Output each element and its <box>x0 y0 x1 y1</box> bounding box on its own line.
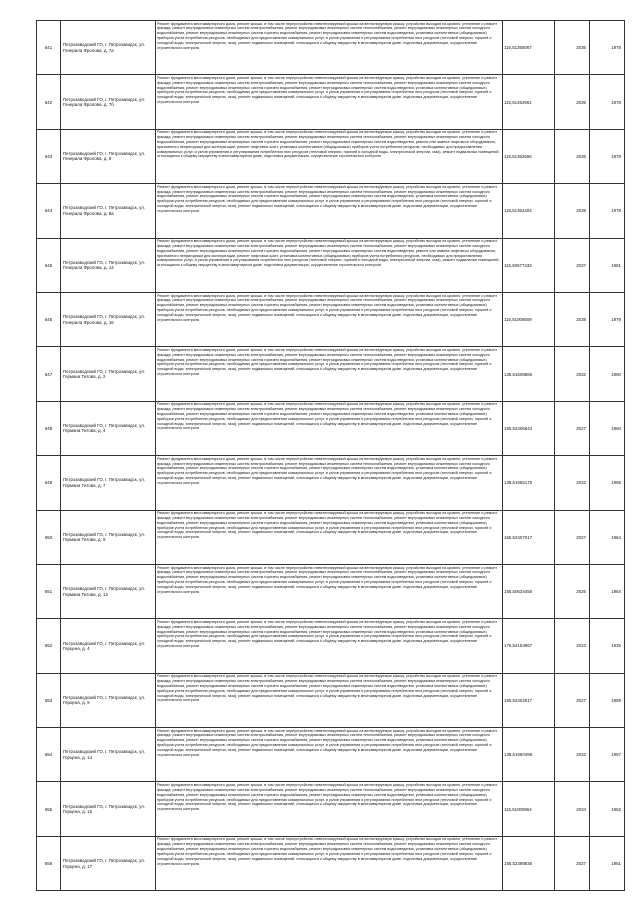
row-address: Петрозаводский ГО, г. Петрозаводск, ул. Герцена, д. 9 <box>61 673 156 727</box>
row-year-plan: 2036 <box>555 75 590 129</box>
row-year-built: 1978 <box>590 21 625 75</box>
row-address: Петрозаводский ГО, г. Петрозаводск, ул. Генерала Фролова, д. 14 <box>61 238 156 292</box>
row-number: 646 <box>37 292 61 346</box>
row-cost: 155,52398835 <box>503 836 555 890</box>
row-address: Петрозаводский ГО, г. Петрозаводск, ул. Герцена, д. 17 <box>61 836 156 890</box>
row-number: 642 <box>37 75 61 129</box>
table-row <box>37 238 625 292</box>
row-cost: 135,51608866 <box>503 347 555 401</box>
row-works <box>156 619 503 673</box>
row-year-plan: 2027 <box>555 673 590 727</box>
row-address: Петрозаводский ГО, г. Петрозаводск, ул. Генерала Фролова, д. 7б <box>61 75 156 129</box>
row-year-plan: 2032 <box>555 728 590 782</box>
row-number: 645 <box>37 238 61 292</box>
row-year-plan: 2034 <box>555 782 590 836</box>
row-cost: 115,51006964 <box>503 782 555 836</box>
row-year-plan: 2026 <box>555 564 590 618</box>
row-number: 647 <box>37 347 61 401</box>
table-row <box>37 129 625 183</box>
row-year-built: 1981 <box>590 238 625 292</box>
row-number: 643 <box>37 129 61 183</box>
row-address: Петрозаводский ГО, г. Петрозаводск, ул. Герцена, д. 14 <box>61 728 156 782</box>
row-year-built: 1960 <box>590 401 625 455</box>
row-works <box>156 184 503 238</box>
table-row <box>37 673 625 727</box>
row-works-text: Ремонт фундамента многоквартирного дома, ремонт крыши, в том числе переустройство невентилируемой крыши на вентилируемую крышу, устройство выходов на кровлю, утепление и ремонт фасада, ремонт внутридомовых инженерных систем электроснабжения, ремонт внутридомовых инженерных систем теплоснабжения, ремонт внутридомовых инженерных систем холодного водоснабжения, ремонт внутридомовых инженерных систем горячего водоснабжения, ремонт внутридомовых инженерных систем водоотведения, установка коллективных (общедомовых) приборов учета потребления ресурсов, необходимых для предоставления коммунальных услуг, и узлов управления и регулирования потребления этих ресурсов (тепловой энергии, горячей и холодной воды, электрической энергии, газа), ремонт подвальных помещений, относящихся к общему имуществу в многоквартирном доме, подготовка документации, осуществление строительного контроля <box>157 674 498 703</box>
row-number: 652 <box>37 619 61 673</box>
row-works-text: Ремонт фундамента многоквартирного дома, ремонт крыши, в том числе переустройство невентилируемой крыши на вентилируемую крышу, устройство выходов на кровлю, утепление и ремонт фасада, ремонт внутридомовых инженерных систем электроснабжения, ремонт внутридомовых инженерных систем теплоснабжения, ремонт внутридомовых инженерных систем холодного водоснабжения, ремонт внутридомовых инженерных систем горячего водоснабжения, ремонт внутридомовых инженерных систем водоотведения, установка коллективных (общедомовых) приборов учета потребления ресурсов, необходимых для предоставления коммунальных услуг, и узлов управления и регулирования потребления этих ресурсов (тепловой энергии, горячей и холодной воды, электрической энергии, газа), ремонт подвальных помещений, относящихся к общему имуществу в многоквартирном доме, подготовка документации, осуществление строительного контроля <box>157 511 498 540</box>
row-works-text: Ремонт фундамента многоквартирного дома, ремонт крыши, в том числе переустройство невентилируемой крыши на вентилируемую крышу, устройство выходов на кровлю, утепление и ремонт фасада, ремонт внутридомовых инженерных систем электроснабжения, ремонт внутридомовых инженерных систем теплоснабжения, ремонт внутридомовых инженерных систем холодного водоснабжения, ремонт внутридомовых инженерных систем горячего водоснабжения, ремонт внутридомовых инженерных систем водоотведения, установка коллективных (общедомовых) приборов учета потребления ресурсов, необходимых для предоставления коммунальных услуг, и узлов управления и регулирования потребления этих ресурсов (тепловой энергии, горячей и холодной воды, электрической энергии, газа), ремонт подвальных помещений, относящихся к общему имуществу в многоквартирном доме, подготовка документации, осуществление строительного контроля <box>157 783 498 812</box>
table-row <box>37 184 625 238</box>
row-cost: 115,50677433 <box>503 238 555 292</box>
row-works <box>156 456 503 510</box>
row-address: Петрозаводский ГО, г. Петрозаводск, ул. Германа Титова, д. 7 <box>61 456 156 510</box>
row-cost: 176,54153967 <box>503 619 555 673</box>
row-number: 648 <box>37 401 61 455</box>
table-row <box>37 75 625 129</box>
row-number: 654 <box>37 728 61 782</box>
table-body <box>37 21 625 891</box>
table-row <box>37 401 625 455</box>
row-number: 653 <box>37 673 61 727</box>
row-works-text: Ремонт фундамента многоквартирного дома, ремонт крыши, в том числе переустройство невентилируемой крыши на вентилируемую крышу, устройство выходов на кровлю, утепление и ремонт фасада, ремонт внутридомовых инженерных систем электроснабжения, ремонт внутридомовых инженерных систем теплоснабжения, ремонт внутридомовых инженерных систем холодного водоснабжения, ремонт внутридомовых инженерных систем горячего водоснабжения, ремонт внутридомовых инженерных систем водоотведения, установка коллективных (общедомовых) приборов учета потребления ресурсов, необходимых для предоставления коммунальных услуг, и узлов управления и регулирования потребления этих ресурсов (тепловой энергии, горячей и холодной воды, электрической энергии, газа), ремонт подвальных помещений, относящихся к общему имуществу в многоквартирном доме, подготовка документации, осуществление строительного контроля <box>157 619 498 648</box>
row-year-built: 1957 <box>590 728 625 782</box>
row-cost: 155,52406844 <box>503 401 555 455</box>
table-row <box>37 836 625 890</box>
row-works <box>156 21 503 75</box>
row-address: Петрозаводский ГО, г. Петрозаводск, ул. Германа Титова, д. 2 <box>61 347 156 401</box>
row-year-built: 1978 <box>590 184 625 238</box>
row-works <box>156 564 503 618</box>
row-works <box>156 238 503 292</box>
row-address: Петрозаводский ГО, г. Петрозаводск, ул. Германа Титова, д. 4 <box>61 401 156 455</box>
row-works <box>156 347 503 401</box>
row-year-built: 1960 <box>590 347 625 401</box>
row-cost: 115,51006609 <box>503 292 555 346</box>
table-row <box>37 564 625 618</box>
row-works-text: Ремонт фундамента многоквартирного дома, ремонт крыши, в том числе переустройство невентилируемой крыши на вентилируемую крышу, устройство выходов на кровлю, утепление и ремонт фасада, ремонт внутридомовых инженерных систем электроснабжения, ремонт внутридомовых инженерных систем теплоснабжения, ремонт внутридомовых инженерных систем холодного водоснабжения, ремонт внутридомовых инженерных систем горячего водоснабжения, ремонт внутридомовых инженерных систем водоотведения, установка коллективных (общедомовых) приборов учета потребления ресурсов, необходимых для предоставления коммунальных услуг, и узлов управления и регулирования потребления этих ресурсов (тепловой энергии, горячей и холодной воды, электрической энергии, газа), ремонт подвальных помещений, относящихся к общему имуществу в многоквартирном доме, подготовка документации, осуществление строительного контроля <box>157 21 498 50</box>
row-works-text: Ремонт фундамента многоквартирного дома, ремонт крыши, в том числе переустройство невентилируемой крыши на вентилируемую крышу, устройство выходов на кровлю, утепление и ремонт фасада, ремонт внутридомовых инженерных систем электроснабжения, ремонт внутридомовых инженерных систем теплоснабжения, ремонт внутридомовых инженерных систем холодного водоснабжения, ремонт внутридомовых инженерных систем горячего водоснабжения, ремонт внутридомовых инженерных систем водоотведения, установка коллективных (общедомовых) приборов учета потребления ресурсов, необходимых для предоставления коммунальных услуг, и узлов управления и регулирования потребления этих ресурсов (тепловой энергии, горячей и холодной воды, электрической энергии, газа), ремонт подвальных помещений, относящихся к общему имуществу в многоквартирном доме, подготовка документации, осуществление строительного контроля <box>157 402 498 431</box>
row-year-built: 1978 <box>590 75 625 129</box>
row-works <box>156 401 503 455</box>
table-row <box>37 456 625 510</box>
row-year-built: 1961 <box>590 836 625 890</box>
row-year-built: 1955 <box>590 456 625 510</box>
row-number: 649 <box>37 456 61 510</box>
row-number: 641 <box>37 21 61 75</box>
row-address: Петрозаводский ГО, г. Петрозаводск, ул. Генерала Фролова, д. 8 <box>61 129 156 183</box>
row-works-text: Ремонт фундамента многоквартирного дома, ремонт крыши, в том числе переустройство невентилируемой крыши на вентилируемую крышу, устройство выходов на кровлю, утепление и ремонт фасада, ремонт внутридомовых инженерных систем электроснабжения, ремонт внутридомовых инженерных систем теплоснабжения, ремонт внутридомовых инженерных систем холодного водоснабжения, ремонт внутридомовых инженерных систем горячего водоснабжения, ремонт внутридомовых инженерных систем водоотведения, установка коллективных (общедомовых) приборов учета потребления ресурсов, необходимых для предоставления коммунальных услуг, и узлов управления и регулирования потребления этих ресурсов (тепловой энергии, горячей и холодной воды, электрической энергии, газа), ремонт подвальных помещений, относящихся к общему имуществу в многоквартирном доме, подготовка документации, осуществление строительного контроля <box>157 728 498 757</box>
row-works <box>156 673 503 727</box>
row-cost: 155,50634456 <box>503 564 555 618</box>
row-year-plan: 2032 <box>555 456 590 510</box>
row-year-built: 1959 <box>590 673 625 727</box>
row-works <box>156 510 503 564</box>
row-address: Петрозаводский ГО, г. Петрозаводск, ул. Германа Титова, д. 9 <box>61 510 156 564</box>
row-year-plan: 2027 <box>555 836 590 890</box>
row-year-plan: 2027 <box>555 401 590 455</box>
row-year-plan: 2036 <box>555 129 590 183</box>
row-works <box>156 75 503 129</box>
row-address: Петрозаводский ГО, г. Петрозаводск, ул. Генерала Фролова, д. 8а <box>61 184 156 238</box>
row-cost: 115,51362404 <box>503 184 555 238</box>
row-works-text: Ремонт фундамента многоквартирного дома, ремонт крыши, в том числе переустройство невентилируемой крыши на вентилируемую крышу, устройство выходов на кровлю, утепление и ремонт фасада, ремонт внутридомовых инженерных систем электроснабжения, ремонт внутридомовых инженерных систем теплоснабжения, ремонт внутридомовых инженерных систем холодного водоснабжения, ремонт внутридомовых инженерных систем горячего водоснабжения, ремонт внутридомовых инженерных систем водоотведения, установка коллективных (общедомовых) приборов учета потребления ресурсов, необходимых для предоставления коммунальных услуг, и узлов управления и регулирования потребления этих ресурсов (тепловой энергии, горячей и холодной воды, электрической энергии, газа), ремонт подвальных помещений, относящихся к общему имуществу в многоквартирном доме, подготовка документации, осуществление строительного контроля <box>157 837 498 866</box>
row-year-plan: 2036 <box>555 21 590 75</box>
row-works-text: Ремонт фундамента многоквартирного дома, ремонт крыши, в том числе переустройство невентилируемой крыши на вентилируемую крышу, устройство выходов на кровлю, утепление и ремонт фасада, ремонт внутридомовых инженерных систем электроснабжения, ремонт внутридомовых инженерных систем теплоснабжения, ремонт внутридомовых инженерных систем холодного водоснабжения, ремонт внутридомовых инженерных систем горячего водоснабжения, ремонт внутридомовых инженерных систем водоотведения, ремонт или замена лифтового оборудования, признанного непригодным для эксплуатации, ремонт лифтовых шахт, установка коллективных (общедомовых) приборов учета потребления ресурсов, необходимых для предоставления коммунальных услуг, и узлов управления и регулирования потребления этих ресурсов (тепловой энергии, горячей и холодной воды, электрической энергии, газа), ремонт подвальных помещений, относящихся к общему имуществу в многоквартирном доме, подготовка документации, осуществление строительного контроля <box>157 239 500 268</box>
row-cost: 115,51462961 <box>503 75 555 129</box>
row-address: Петрозаводский ГО, г. Петрозаводск, ул. Генерала Фролова, д. 16 <box>61 292 156 346</box>
row-works <box>156 292 503 346</box>
row-works-text: Ремонт фундамента многоквартирного дома, ремонт крыши, в том числе переустройство невентилируемой крыши на вентилируемую крышу, устройство выходов на кровлю, утепление и ремонт фасада, ремонт внутридомовых инженерных систем электроснабжения, ремонт внутридомовых инженерных систем теплоснабжения, ремонт внутридомовых инженерных систем холодного водоснабжения, ремонт внутридомовых инженерных систем горячего водоснабжения, ремонт внутридомовых инженерных систем водоотведения, установка коллективных (общедомовых) приборов учета потребления ресурсов, необходимых для предоставления коммунальных услуг, и узлов управления и регулирования потребления этих ресурсов (тепловой энергии, горячей и холодной воды, электрической энергии, газа), ремонт подвальных помещений, относящихся к общему имуществу в многоквартирном доме, подготовка документации, осуществление строительного контроля <box>157 293 498 322</box>
table-row <box>37 21 625 75</box>
row-address: Петрозаводский ГО, г. Петрозаводск, ул. Герцена, д. 15 <box>61 782 156 836</box>
row-year-built: 1926 <box>590 619 625 673</box>
row-year-plan: 2037 <box>555 238 590 292</box>
table-row <box>37 619 625 673</box>
row-works <box>156 728 503 782</box>
row-cost: 115,51362666 <box>503 129 555 183</box>
row-year-plan: 2027 <box>555 510 590 564</box>
row-number: 651 <box>37 564 61 618</box>
row-works-text: Ремонт фундамента многоквартирного дома, ремонт крыши, в том числе переустройство невентилируемой крыши на вентилируемую крышу, устройство выходов на кровлю, утепление и ремонт фасада, ремонт внутридомовых инженерных систем электроснабжения, ремонт внутридомовых инженерных систем теплоснабжения, ремонт внутридомовых инженерных систем холодного водоснабжения, ремонт внутридомовых инженерных систем горячего водоснабжения, ремонт внутридомовых инженерных систем водоотведения, установка коллективных (общедомовых) приборов учета потребления ресурсов, необходимых для предоставления коммунальных услуг, и узлов управления и регулирования потребления этих ресурсов (тепловой энергии, горячей и холодной воды, электрической энергии, газа), ремонт подвальных помещений, относящихся к общему имуществу в многоквартирном доме, подготовка документации, осуществление строительного контроля <box>157 565 498 594</box>
row-year-plan: 2038 <box>555 292 590 346</box>
row-year-built: 1978 <box>590 129 625 183</box>
table-row <box>37 782 625 836</box>
row-cost: 115,51355067 <box>503 21 555 75</box>
row-cost: 155,52402517 <box>503 673 555 727</box>
row-works-text: Ремонт фундамента многоквартирного дома, ремонт крыши, в том числе переустройство невентилируемой крыши на вентилируемую крышу, устройство выходов на кровлю, утепление и ремонт фасада, ремонт внутридомовых инженерных систем электроснабжения, ремонт внутридомовых инженерных систем теплоснабжения, ремонт внутридомовых инженерных систем холодного водоснабжения, ремонт внутридомовых инженерных систем горячего водоснабжения, ремонт внутридомовых инженерных систем водоотведения, установка коллективных (общедомовых) приборов учета потребления ресурсов, необходимых для предоставления коммунальных услуг, и узлов управления и регулирования потребления этих ресурсов (тепловой энергии, горячей и холодной воды, электрической энергии, газа), ремонт подвальных помещений, относящихся к общему имуществу в многоквартирном доме, подготовка документации, осуществление строительного контроля <box>157 184 498 213</box>
row-address: Петрозаводский ГО, г. Петрозаводск, ул. Герцена, д. 4 <box>61 619 156 673</box>
row-number: 655 <box>37 782 61 836</box>
table-row <box>37 347 625 401</box>
row-cost: 135,51950459 <box>503 728 555 782</box>
row-year-built: 1964 <box>590 564 625 618</box>
row-year-built: 1964 <box>590 510 625 564</box>
row-works-text: Ремонт фундамента многоквартирного дома, ремонт крыши, в том числе переустройство невентилируемой крыши на вентилируемую крышу, устройство выходов на кровлю, утепление и ремонт фасада, ремонт внутридомовых инженерных систем электроснабжения, ремонт внутридомовых инженерных систем теплоснабжения, ремонт внутридомовых инженерных систем холодного водоснабжения, ремонт внутридомовых инженерных систем горячего водоснабжения, ремонт внутридомовых инженерных систем водоотведения, ремонт или замена лифтового оборудования, признанного непригодным для эксплуатации, ремонт лифтовых шахт, установка коллективных (общедомовых) приборов учета потребления ресурсов, необходимых для предоставления коммунальных услуг, и узлов управления и регулирования потребления этих ресурсов (тепловой энергии, горячей и холодной воды, электрической энергии, газа), ремонт подвальных помещений, относящихся к общему имуществу в многоквартирном доме, подготовка документации, осуществление строительного контроля <box>157 130 500 159</box>
table-row <box>37 728 625 782</box>
row-year-plan: 2035 <box>555 184 590 238</box>
row-works-text: Ремонт фундамента многоквартирного дома, ремонт крыши, в том числе переустройство невентилируемой крыши на вентилируемую крышу, устройство выходов на кровлю, утепление и ремонт фасада, ремонт внутридомовых инженерных систем электроснабжения, ремонт внутридомовых инженерных систем теплоснабжения, ремонт внутридомовых инженерных систем холодного водоснабжения, ремонт внутридомовых инженерных систем горячего водоснабжения, ремонт внутридомовых инженерных систем водоотведения, установка коллективных (общедомовых) приборов учета потребления ресурсов, необходимых для предоставления коммунальных услуг, и узлов управления и регулирования потребления этих ресурсов (тепловой энергии, горячей и холодной воды, электрической энергии, газа), ремонт подвальных помещений, относящихся к общему имуществу в многоквартирном доме, подготовка документации, осуществление строительного контроля <box>157 456 498 485</box>
document-page <box>36 20 621 891</box>
row-cost: 155,52407017 <box>503 510 555 564</box>
row-year-plan: 2032 <box>555 347 590 401</box>
row-works <box>156 782 503 836</box>
row-year-built: 1962 <box>590 782 625 836</box>
row-works-text: Ремонт фундамента многоквартирного дома, ремонт крыши, в том числе переустройство невентилируемой крыши на вентилируемую крышу, устройство выходов на кровлю, утепление и ремонт фасада, ремонт внутридомовых инженерных систем электроснабжения, ремонт внутридомовых инженерных систем теплоснабжения, ремонт внутридомовых инженерных систем холодного водоснабжения, ремонт внутридомовых инженерных систем горячего водоснабжения, ремонт внутридомовых инженерных систем водоотведения, установка коллективных (общедомовых) приборов учета потребления ресурсов, необходимых для предоставления коммунальных услуг, и узлов управления и регулирования потребления этих ресурсов (тепловой энергии, горячей и холодной воды, электрической энергии, газа), ремонт подвальных помещений, относящихся к общему имуществу в многоквартирном доме, подготовка документации, осуществление строительного контроля <box>157 347 498 376</box>
capital-repair-table <box>36 20 625 891</box>
row-works <box>156 129 503 183</box>
table-row <box>37 510 625 564</box>
row-number: 656 <box>37 836 61 890</box>
row-year-plan: 2023 <box>555 619 590 673</box>
row-address: Петрозаводский ГО, г. Петрозаводск, ул. Германа Титова, д. 12 <box>61 564 156 618</box>
row-works-text: Ремонт фундамента многоквартирного дома, ремонт крыши, в том числе переустройство невентилируемой крыши на вентилируемую крышу, устройство выходов на кровлю, утепление и ремонт фасада, ремонт внутридомовых инженерных систем электроснабжения, ремонт внутридомовых инженерных систем теплоснабжения, ремонт внутридомовых инженерных систем холодного водоснабжения, ремонт внутридомовых инженерных систем горячего водоснабжения, ремонт внутридомовых инженерных систем водоотведения, установка коллективных (общедомовых) приборов учета потребления ресурсов, необходимых для предоставления коммунальных услуг, и узлов управления и регулирования потребления этих ресурсов (тепловой энергии, горячей и холодной воды, электрической энергии, газа), ремонт подвальных помещений, относящихся к общему имуществу в многоквартирном доме, подготовка документации, осуществление строительного контроля <box>157 75 498 105</box>
row-number: 644 <box>37 184 61 238</box>
row-address: Петрозаводский ГО, г. Петрозаводск, ул. Генерала Фролова, д. 7а <box>61 21 156 75</box>
row-number: 650 <box>37 510 61 564</box>
table-row <box>37 292 625 346</box>
row-cost: 135,51965175 <box>503 456 555 510</box>
row-year-built: 1979 <box>590 292 625 346</box>
row-works <box>156 836 503 890</box>
